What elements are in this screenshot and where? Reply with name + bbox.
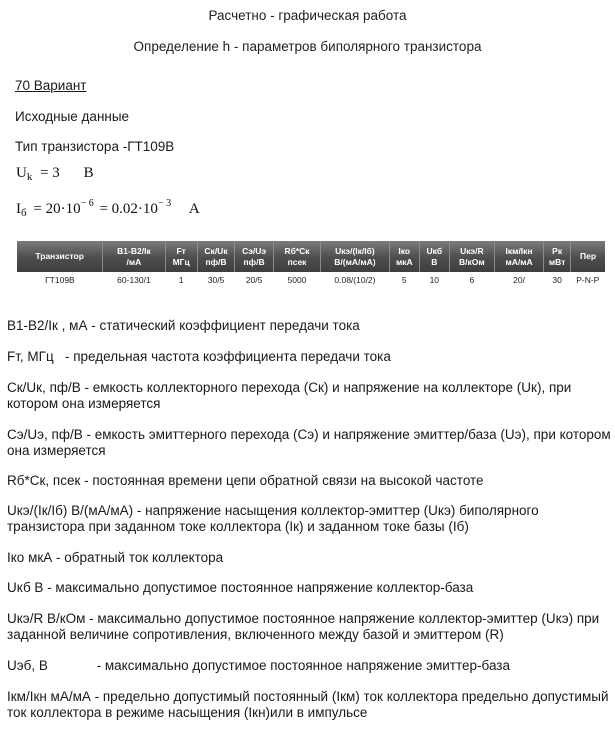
formula-ib-sub: б (21, 207, 27, 219)
definition-ueb: Uэб, В - максимально допустимое постоянное напряжение эмиттер-база (7, 658, 510, 673)
formula-ib-eq1: = 20·10 (33, 201, 81, 217)
header-uke-sat: Uкэ/(Iк/Iб) В/(мА/мА) (321, 241, 390, 272)
table-header-row (17, 241, 605, 272)
definition-beta: В1-В2/Iк , мА - статический коэффициент передачи тока (7, 318, 360, 333)
header-transistor: Транзистор (17, 241, 103, 272)
table-cell: 20/ (513, 274, 525, 285)
table-cell: 5 (401, 274, 407, 285)
definition-ck: Ск/Uк, пф/В - емкость коллекторного перехода (Ск) и напряжение на коллекторе (Uк), при котором она измеряется (7, 380, 572, 411)
header-ck: Ск/Uк пф/В (197, 241, 235, 272)
definition-rbck: Rб*Ск, псек - постоянная времени цепи обратной связи на высокой частоте (7, 473, 484, 488)
transistor-type: Тип транзистора -ГТ109В (15, 139, 175, 154)
formula-uk-unit: В (83, 165, 94, 181)
table-cell: P-N-P (576, 274, 600, 285)
table-cell: 30/5 (207, 274, 225, 285)
definition-ukb: Uкб В - максимально допустимое постоянное напряжение коллектор-база (7, 580, 474, 595)
definition-iko: Iко мкА - обратный ток коллектора (7, 550, 224, 565)
header-beta: В1-В2/Iк /мА (103, 241, 165, 272)
parameters-table (17, 241, 605, 287)
page-title: Расчетно - графическая работа (208, 8, 407, 23)
table-row (17, 272, 605, 287)
header-ikm: Iкм/Iкн мА/мА (494, 241, 543, 272)
table-cell: 60-130/1 (117, 274, 151, 285)
table-cell: 1 (178, 274, 184, 285)
table-cell: 0.08/(10/2) (334, 274, 376, 285)
header-iko: Iко мкА (389, 241, 419, 272)
header-ce: Сэ/Uэ пф/В (235, 241, 274, 272)
definition-uke-r: Uкэ/R В/кОм - максимально допустимое постоянное напряжение коллектор-эмиттер (Uкэ) при заданной величине сопротивления, включенного между базой и эмиттером (R) (7, 611, 600, 642)
formula-ib-exp1: − 6 (80, 198, 94, 209)
header-uke-r: Uкэ/R В/кОм (449, 241, 494, 272)
table-cell: 30 (552, 274, 562, 285)
formula-ib-symbol: I (16, 201, 21, 217)
formula-uk-sub: k (26, 171, 33, 183)
table-cell: 5000 (287, 274, 307, 285)
table-cell: 10 (429, 274, 440, 285)
formula-uk-eq: = 3 (40, 165, 60, 181)
header-ft: Fт МГц (165, 241, 197, 272)
header-rbck: Rб*Ск псек (273, 241, 320, 272)
formula-uk (16, 165, 94, 183)
definition-ft: Fт, МГц - предельная частота коэффициента передачи тока (7, 349, 391, 364)
formula-uk-symbol: U (16, 165, 27, 181)
definition-ce: Сэ/Uэ, пф/В - емкость эмиттерного перехода (Сэ) и напряжение эмиттер/база (Uэ), при котором она измеряется (7, 427, 611, 458)
formula-ib (16, 198, 200, 219)
table-cell: 6 (469, 274, 475, 285)
table-cell: 20/5 (245, 274, 263, 285)
definition-ikm: Iкм/Iкн мА/мА - предельно допустимый постоянный (Iкм) ток коллектора предельно допустимый ток коллектора в режиме насыщения (Iкн)или в импульсе (7, 689, 609, 720)
variant-label: 70 Вариант (15, 78, 87, 93)
formula-ib-unit: А (188, 201, 200, 217)
page-subtitle: Определение h - параметров биполярного транзистора (133, 39, 482, 54)
header-pk: Рк мВт (544, 241, 571, 272)
formula-ib-eq2: = 0.02·10 (99, 201, 158, 217)
header-ukb: Uкб В (419, 241, 449, 272)
formula-ib-exp2: − 3 (157, 198, 172, 209)
initial-data-label: Исходные данные (15, 109, 130, 124)
table-cell: ГТ109В (45, 274, 75, 285)
header-type: Пер (571, 241, 605, 272)
definition-uke-sat: Uкэ/(Iк/Iб) В/(мА/мА) - напряжение насыщения коллектор-эмиттер (Uкэ) биполярного транзистора при заданном токе коллектора (Iк) и заданном токе базы (Iб) (7, 503, 539, 534)
